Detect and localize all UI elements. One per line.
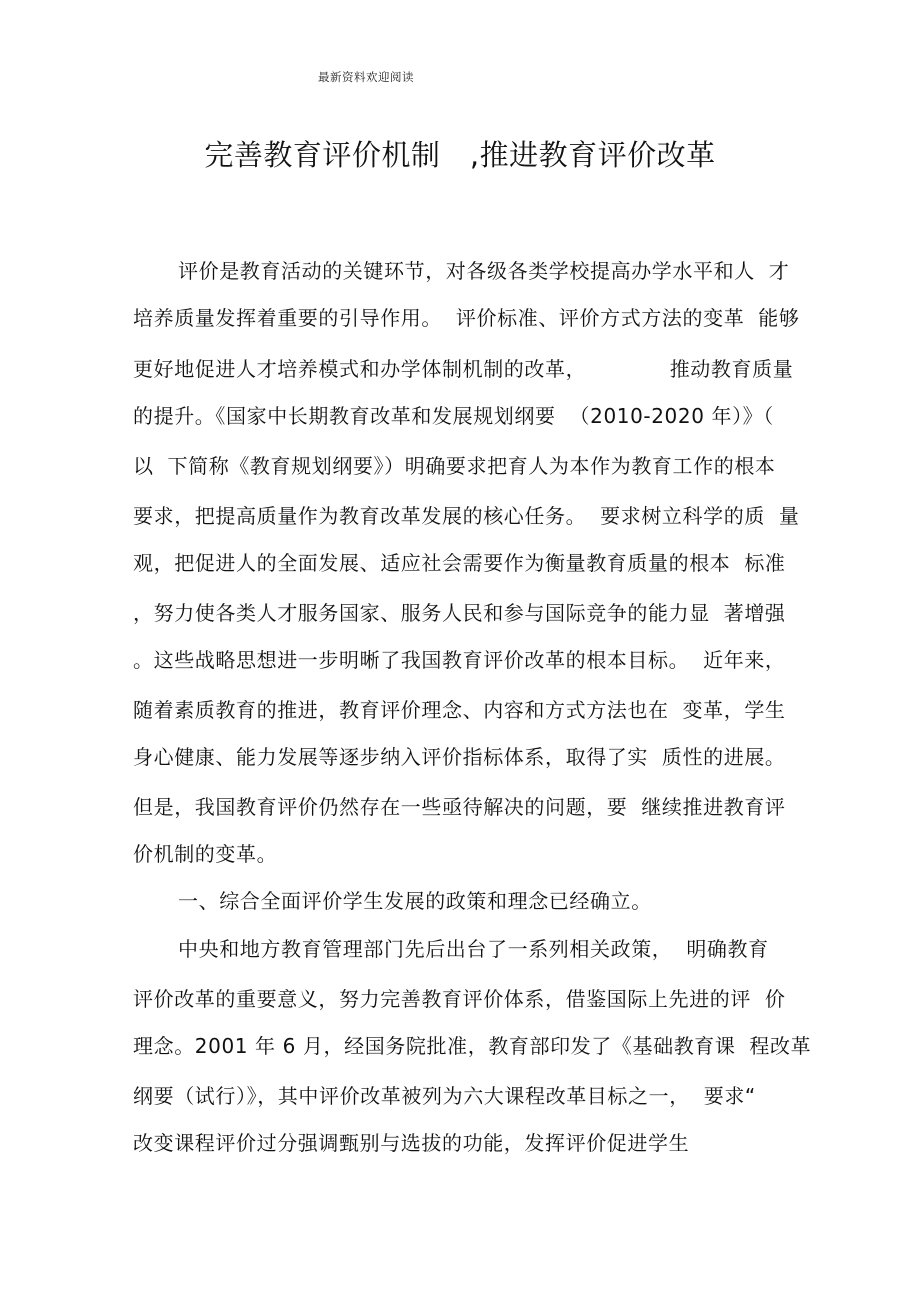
text-line: 纲要（试行）》，其中评价改革被列为六大课程改革目标之一， 要求“ (133, 1084, 756, 1108)
text-line: 身心健康、能力发展等逐步纳入评价指标体系，取得了实 质性的进展。 (133, 745, 786, 769)
text-line: 更好地促进人才培养模式和办学体制机制的改革， 推动教育质量 (133, 357, 794, 381)
document-title: 完善教育评价机制 ,推进教育评价改革 (204, 138, 716, 172)
text-line: 。这些战略思想进一步明晰了我国教育评价改革的根本目标。 近年来， (133, 648, 786, 672)
text-line: 中央和地方教育管理部门先后出台了一系列相关政策， 明确教育 (178, 937, 769, 961)
text-line: 要求，把提高质量作为教育改革发展的核心任务。 要求树立科学的质 量 (133, 504, 800, 528)
header-note: 最新资料欢迎阅读 (318, 70, 414, 84)
text-line: 培养质量发挥着重要的引导作用。 评价标准、评价方式方法的变革 能够 (133, 306, 800, 330)
text-line: 随着素质教育的推进，教育评价理念、内容和方式方法也在 变革，学生 (133, 698, 786, 722)
text-line: 以 下简称《教育规划纲要》）明确要求把育人为本作为教育工作的根本 (133, 454, 776, 478)
text-line: 观，把促进人的全面发展、适应社会需要作为衡量教育质量的根本 标准 (133, 551, 786, 575)
text-line: ，努力使各类人才服务国家、服务人民和参与国际竞争的能力显 著增强 (133, 601, 786, 625)
text-line: 改变课程评价过分强调甄别与选拔的功能，发挥评价促进学生 (133, 1131, 690, 1155)
text-line: 价机制的变革。 (133, 842, 278, 866)
text-line: 但是，我国教育评价仍然存在一些亟待解决的问题，要 继续推进教育评 (133, 795, 786, 819)
text-line: 的提升。《国家中长期教育改革和发展规划纲要 （2010-2020 年）》（ (133, 404, 774, 428)
text-line: 评价是教育活动的关键环节，对各级各类学校提高办学水平和人 才 (178, 259, 790, 283)
section-heading: 一、综合全面评价学生发展的政策和理念已经确立。 (178, 889, 652, 913)
text-line: 评价改革的重要意义，努力完善教育评价体系，借鉴国际上先进的评 价 (133, 987, 786, 1011)
text-line: 理念。2001 年 6 月，经国务院批准，教育部印发了《基础教育课 程改革 (133, 1034, 812, 1058)
